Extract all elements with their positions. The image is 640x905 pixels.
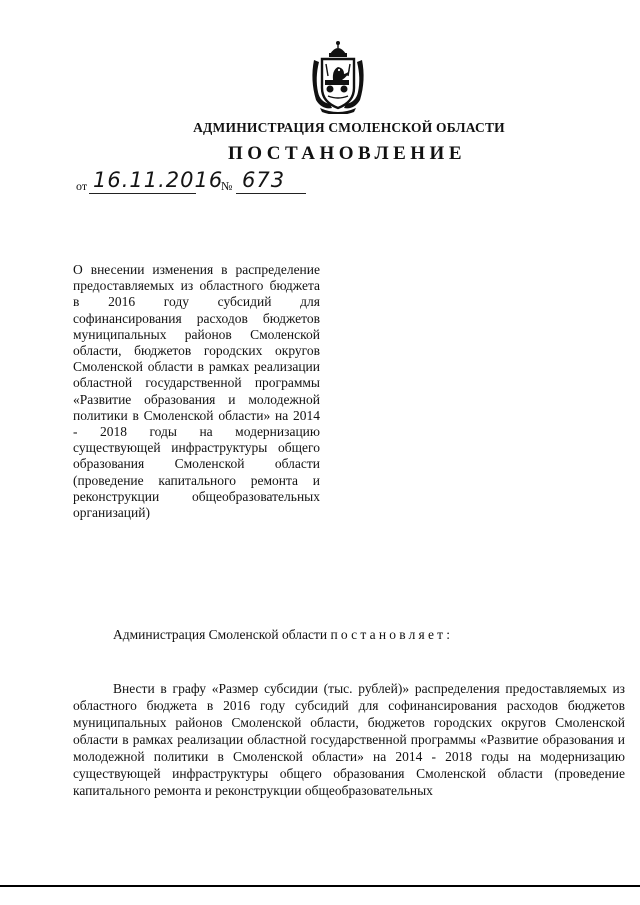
intro-verb: постановляет: [330, 627, 454, 642]
date-underline [89, 193, 196, 194]
coat-of-arms-icon [308, 40, 368, 114]
handwritten-number: 673 [242, 168, 286, 192]
document-type-heading: ПОСТАНОВЛЕНИЕ [227, 143, 467, 164]
page-bottom-rule [0, 885, 640, 887]
resolution-intro [113, 627, 453, 643]
intro-authority: Администрация Смоленской области [113, 627, 328, 642]
main-paragraph: Внести в графу «Размер субсидии (тыс. рублей)» распределения предоставляемых из областного бюджета в 2016 году субсидий для софинансирования расходов бюджетов муниципальных районов Смоленской области, бюджетов городских округов Смоленской области в рамках реализации областной государственной программы «Развитие образования и молодежной политики в Смоленской области» на 2014 - 2018 годы на модернизацию существующей инфраструктуры общего образования Смоленской области (проведение капитального ремонта и реконструкции общеобразовательных [73, 681, 625, 798]
document-subject: О внесении изменения в распределение предоставляемых из областного бюджета в 2016 году субсидий для софинансирования расходов бюджетов муниципальных районов Смоленской области, бюджетов городских округов Смоленской области в рамках реализации областной государственной программы «Развитие образования и молодежной политики в Смоленской области» на 2014 - 2018 годы на модернизацию существующей инфраструктуры общего образования Смоленской области (проведение капитального ремонта и реконструкции общеобразовательных организаций) [73, 262, 320, 521]
date-prefix: от [76, 179, 88, 193]
handwritten-date: 16.11.2016 [93, 168, 224, 192]
number-underline [236, 193, 306, 194]
organization-title: АДМИНИСТРАЦИЯ СМОЛЕНСКОЙ ОБЛАСТИ [193, 120, 505, 135]
number-prefix: № [221, 179, 233, 193]
